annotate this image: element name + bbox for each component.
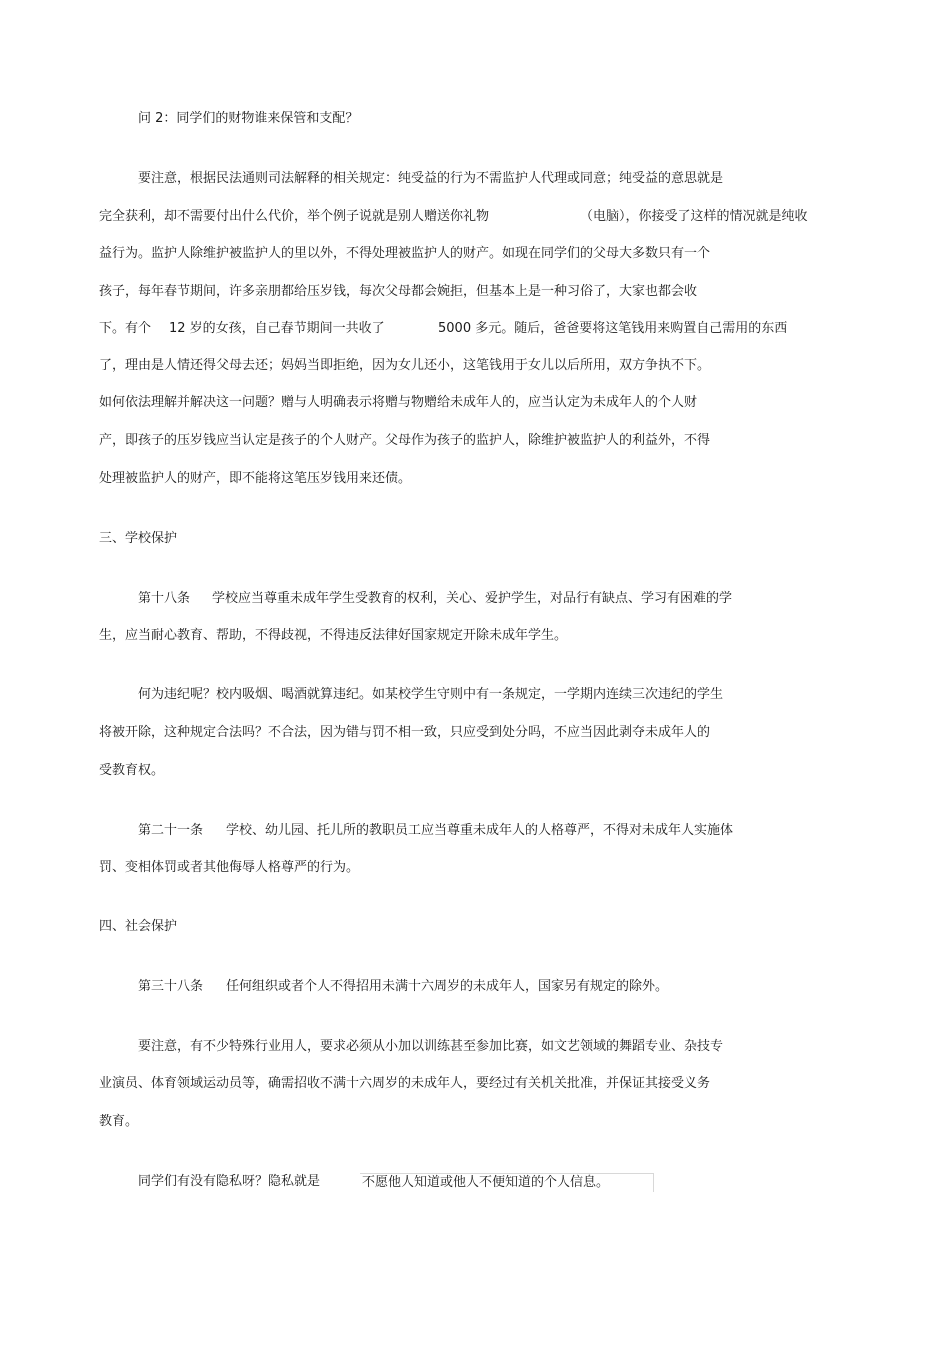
- paragraph-line: 受教育权。: [99, 763, 165, 778]
- article-number: 第十八条: [138, 591, 191, 606]
- paragraph-segment: 下。有个: [99, 321, 152, 336]
- paragraph-line: [99, 320, 859, 338]
- section-heading-society: 四、社会保护: [99, 919, 178, 934]
- paragraph-line: 教育。: [99, 1114, 139, 1129]
- section-heading-school: 三、学校保护: [99, 531, 178, 546]
- article-number: 第二十一条: [138, 823, 204, 838]
- privacy-definition: 不愿他人知道或他人不便知道的个人信息。: [360, 1173, 654, 1192]
- paragraph-line: 将被开除，这种规定合法吗？不合法，因为错与罚不相一致，只应受到处分吗，不应当因此剥夺未成年人的: [99, 725, 711, 740]
- paragraph-line: [99, 208, 859, 226]
- article-text: 任何组织或者个人不得招用未满十六周岁的未成年人，国家另有规定的除外。: [226, 979, 669, 994]
- paragraph-line: 业演员、体育领域运动员等，确需招收不满十六周岁的未成年人，要经过有关机关批准，并保证其接受义务: [99, 1076, 711, 1091]
- paragraph-line: 生，应当耐心教育、帮助，不得歧视，不得违反法律好国家规定开除未成年学生。: [99, 628, 568, 643]
- paragraph-segment: （电脑），你接受了这样的情况就是纯收: [580, 209, 808, 224]
- paragraph-segment: 同学们有没有隐私呀？隐私就是: [138, 1174, 321, 1189]
- paragraph-segment: 12 岁的女孩，自己春节期间一共收了: [169, 321, 385, 336]
- paragraph-line: 产，即孩子的压岁钱应当认定是孩子的个人财产。父母作为孩子的监护人，除维护被监护人的利益外，不得: [99, 433, 711, 448]
- paragraph-segment: 完全获利，却不需要付出什么代价，举个例子说就是别人赠送你礼物: [99, 209, 490, 224]
- paragraph-line: 了，理由是人情还得父母去还；妈妈当即拒绝，因为女儿还小，这笔钱用于女儿以后所用，双方争执不下。: [99, 358, 711, 373]
- privacy-line: [138, 1173, 698, 1191]
- article-18: [138, 590, 838, 608]
- paragraph-line: 要注意，有不少特殊行业用人，要求必须从小加以训练甚至参加比赛，如文艺领域的舞蹈专业、杂技专: [138, 1039, 724, 1054]
- paragraph-line: 益行为。监护人除维护被监护人的里以外，不得处理被监护人的财产。如现在同学们的父母大多数只有一个: [99, 246, 711, 261]
- paragraph-line: 要注意，根据民法通则司法解释的相关规定：纯受益的行为不需监护人代理或同意；纯受益的意思就是: [138, 171, 724, 186]
- paragraph-line: 如何依法理解并解决这一问题？赠与人明确表示将赠与物赠给未成年人的，应当认定为未成年人的个人财: [99, 395, 698, 410]
- article-text: 学校应当尊重未成年学生受教育的权利，关心、爱护学生，对品行有缺点、学习有困难的学: [212, 591, 733, 606]
- paragraph-line: 处理被监护人的财产，即不能将这笔压岁钱用来还债。: [99, 471, 412, 486]
- q2-title: 问 2：同学们的财物谁来保管和支配？: [138, 111, 359, 126]
- article-number: 第三十八条: [138, 979, 204, 994]
- paragraph-segment: 5000 多元。随后，爸爸要将这笔钱用来购置自己需用的东西: [438, 321, 788, 336]
- paragraph-line: 孩子，每年春节期间，许多亲朋都给压岁钱，每次父母都会婉拒，但基本上是一种习俗了，大家也都会收: [99, 284, 698, 299]
- paragraph-line: 罚、变相体罚或者其他侮辱人格尊严的行为。: [99, 860, 360, 875]
- paragraph-line: 何为违纪呢？校内吸烟、喝酒就算违纪。如某校学生守则中有一条规定，一学期内连续三次违纪的学生: [138, 687, 724, 702]
- article-38: [138, 978, 838, 996]
- article-text: 学校、幼儿园、托儿所的教职员工应当尊重未成年人的人格尊严，不得对未成年人实施体: [226, 823, 734, 838]
- article-21: [138, 822, 838, 840]
